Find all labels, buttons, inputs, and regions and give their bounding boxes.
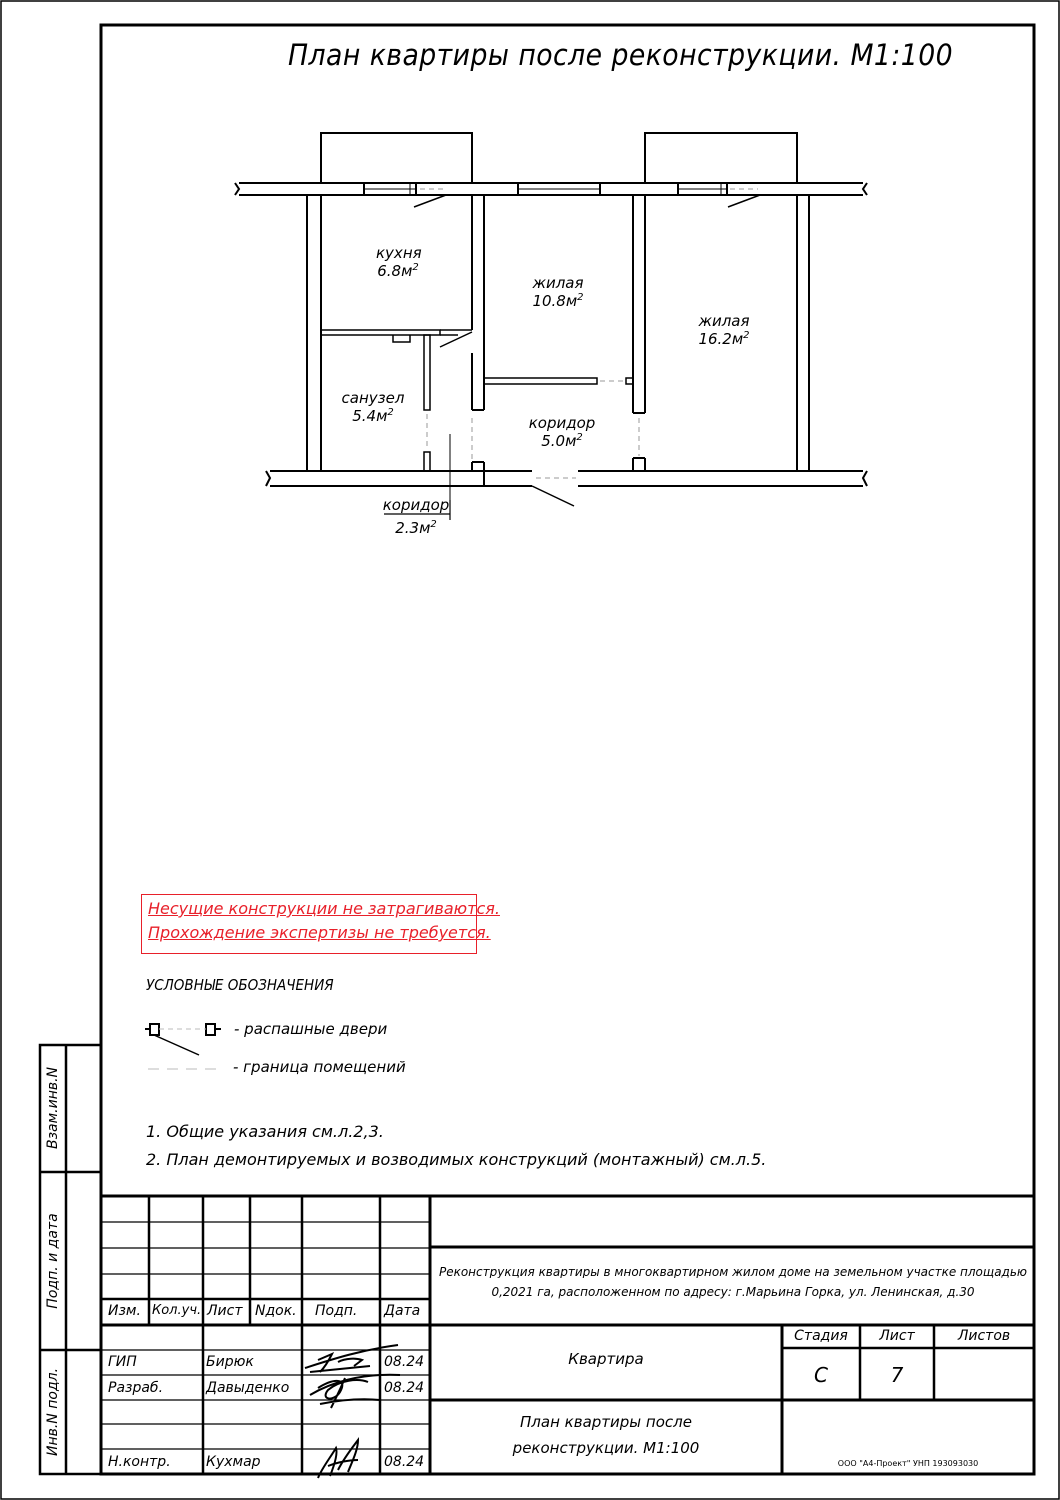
tb-name-razrab: Давыденко <box>206 1380 290 1396</box>
tb-sheet-title-line-1: План квартиры после <box>520 1413 692 1431</box>
page-title: План квартиры после реконструкции. М1:100 <box>288 38 954 72</box>
notice-line-1: Несущие конструкции не затрагиваются. <box>148 899 500 918</box>
tb-stage-header: Стадия <box>794 1328 848 1344</box>
room-label-bathroom <box>340 389 406 425</box>
tb-sheets-header: Листов <box>957 1328 1011 1344</box>
room-area: 5.4м <box>352 407 388 425</box>
tb-date-gip: 08.24 <box>384 1354 425 1370</box>
room-area-sup: 2 <box>412 262 419 273</box>
tb-header-podp: Подп. <box>315 1303 358 1319</box>
tb-company: ООО "А4-Проект" УНП 193093030 <box>837 1459 979 1468</box>
room-name: коридор <box>528 414 596 432</box>
tb-sheet-header: Лист <box>879 1328 915 1344</box>
tb-date-razrab: 08.24 <box>384 1380 425 1396</box>
room-label-living-1 <box>528 274 588 310</box>
tb-sheet-title-line-2: реконструкции. М1:100 <box>512 1439 700 1457</box>
room-area: 10.8м <box>532 292 578 310</box>
room-area-sup: 2 <box>577 292 584 303</box>
room-area-sup: 2 <box>387 407 394 418</box>
side-label-vzam: Взам.инв.N <box>45 1066 61 1150</box>
tb-header-list: Лист <box>207 1303 243 1319</box>
room-name: жилая <box>532 274 584 292</box>
side-label-inv: Инв.N подл. <box>45 1367 61 1457</box>
floor-plan <box>235 133 867 520</box>
tb-header-koluch: Кол.уч. <box>152 1303 202 1318</box>
room-name: санузел <box>341 389 405 407</box>
notice-line-2: Прохождение экспертизы не требуется. <box>148 923 491 942</box>
tb-header-ndok: Nдок. <box>255 1303 297 1319</box>
tb-name-nkontr: Кухмар <box>206 1454 261 1470</box>
tb-header-izm: Изм. <box>108 1303 141 1319</box>
inner-frame <box>101 25 1034 1474</box>
room-area: 16.2м <box>698 330 744 348</box>
side-label-podp: Подп. и дата <box>45 1213 61 1309</box>
room-area-sup: 2 <box>576 432 583 443</box>
legend-boundary-label: - граница помещений <box>233 1058 406 1076</box>
room-label-living-2 <box>694 312 754 348</box>
legend-doors-label: - распашные двери <box>234 1020 388 1038</box>
room-label-corridor-2 <box>382 496 450 538</box>
room-area-sup: 2 <box>430 519 437 530</box>
tb-project-line-2: 0,2021 га, расположенном по адресу: г.Марьина Горка, ул. Ленинская, д.30 <box>491 1285 975 1299</box>
tb-role-nkontr: Н.контр. <box>108 1454 171 1470</box>
tb-object: Квартира <box>568 1350 644 1368</box>
legend-door-symbol <box>145 1024 221 1055</box>
tb-role-razrab: Разраб. <box>108 1380 164 1396</box>
tb-name-gip: Бирюк <box>206 1354 254 1370</box>
tb-role-gip: ГИП <box>108 1354 137 1370</box>
tb-date-nkontr: 08.24 <box>384 1454 425 1470</box>
room-area: 6.8м <box>377 262 413 280</box>
tb-stage-value: С <box>814 1363 828 1387</box>
room-name: кухня <box>376 244 422 262</box>
balcony-left <box>321 133 472 183</box>
tb-project-line-1: Реконструкция квартиры в многоквартирном жилом доме на земельном участке площадью <box>438 1266 1028 1278</box>
room-label-kitchen <box>376 244 420 280</box>
note-2: 2. План демонтируемых и возводимых конструкций (монтажный) см.л.5. <box>146 1150 767 1169</box>
room-name: жилая <box>698 312 750 330</box>
balcony-right <box>645 133 797 183</box>
legend-heading: УСЛОВНЫЕ ОБОЗНАЧЕНИЯ <box>146 976 334 994</box>
room-area: 5.0м <box>541 432 577 450</box>
room-area-sup: 2 <box>743 330 750 341</box>
room-name: коридор <box>382 496 450 514</box>
room-label-corridor-1 <box>527 414 597 450</box>
signature-kukhmar <box>318 1440 358 1478</box>
note-1: 1. Общие указания см.л.2,3. <box>146 1122 384 1141</box>
room-area: 2.3м <box>395 519 431 537</box>
tb-sheet-value: 7 <box>890 1363 904 1387</box>
tb-header-data: Дата <box>384 1303 421 1319</box>
